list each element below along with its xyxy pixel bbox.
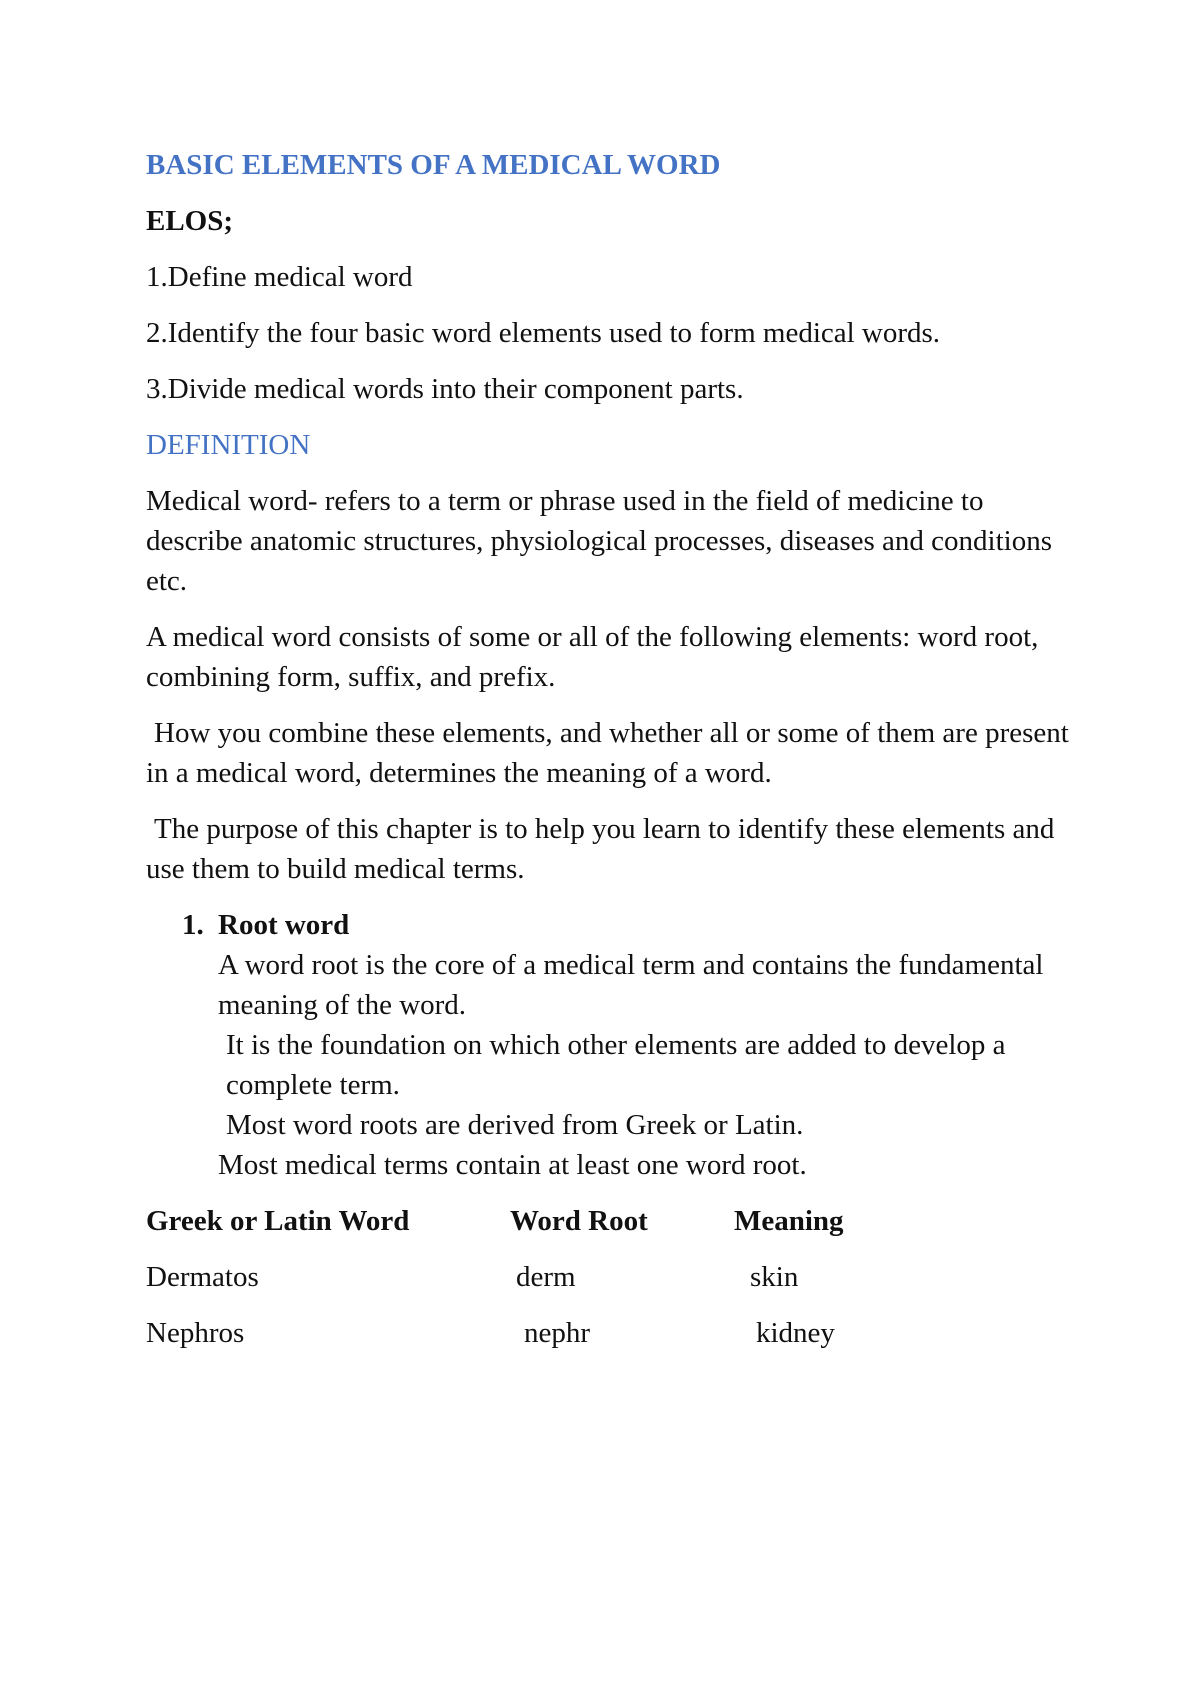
elements-paragraph: A medical word consists of some or all of the following elements: word root, combining form, suffix, and prefix. (146, 621, 1039, 693)
section-title: Root word (218, 909, 350, 941)
table-header-row (146, 1201, 956, 1257)
root-word-heading (182, 905, 1076, 945)
combination-paragraph: How you combine these elements, and whether all or some of them are present in a medical word, determines the meaning of a word. (146, 717, 1069, 789)
table-cell: skin (750, 1261, 799, 1293)
objective-3: 3.Divide medical words into their component parts. (146, 373, 744, 405)
table-cell: kidney (756, 1317, 835, 1349)
table-cell: Nephros (146, 1317, 245, 1349)
objective-2: 2.Identify the four basic word elements used to form medical words. (146, 317, 941, 349)
root-word-line-2: It is the foundation on which other elements are added to develop a complete term. (226, 1029, 1006, 1101)
document-content (146, 145, 1076, 1369)
root-word-body (182, 945, 1076, 1185)
section-number: 1. (182, 909, 204, 941)
table-cell: Dermatos (146, 1261, 259, 1293)
elos-label: ELOS; (146, 205, 234, 237)
table-header-cell: Greek or Latin Word (146, 1205, 410, 1237)
objective-1: 1.Define medical word (146, 261, 413, 293)
word-root-table (146, 1201, 956, 1369)
document-title: BASIC ELEMENTS OF A MEDICAL WORD (146, 149, 721, 181)
table-cell: derm (516, 1261, 576, 1293)
definition-heading: DEFINITION (146, 429, 311, 461)
table-header-cell: Word Root (510, 1205, 648, 1237)
table-row (146, 1257, 956, 1313)
root-word-line-1: A word root is the core of a medical term and contains the fundamental meaning of the word. (218, 949, 1044, 1021)
table-header-cell: Meaning (734, 1205, 844, 1237)
root-word-line-4: Most medical terms contain at least one word root. (218, 1149, 807, 1181)
purpose-paragraph: The purpose of this chapter is to help you learn to identify these elements and use them to build medical terms. (146, 813, 1055, 885)
table-row (146, 1313, 956, 1369)
definition-paragraph: Medical word- refers to a term or phrase used in the field of medicine to describe anatomic structures, physiological processes, diseases and conditions etc. (146, 485, 1053, 597)
table-cell: nephr (524, 1317, 591, 1349)
root-word-section (146, 905, 1076, 1185)
root-word-line-3: Most word roots are derived from Greek or Latin. (226, 1109, 804, 1141)
